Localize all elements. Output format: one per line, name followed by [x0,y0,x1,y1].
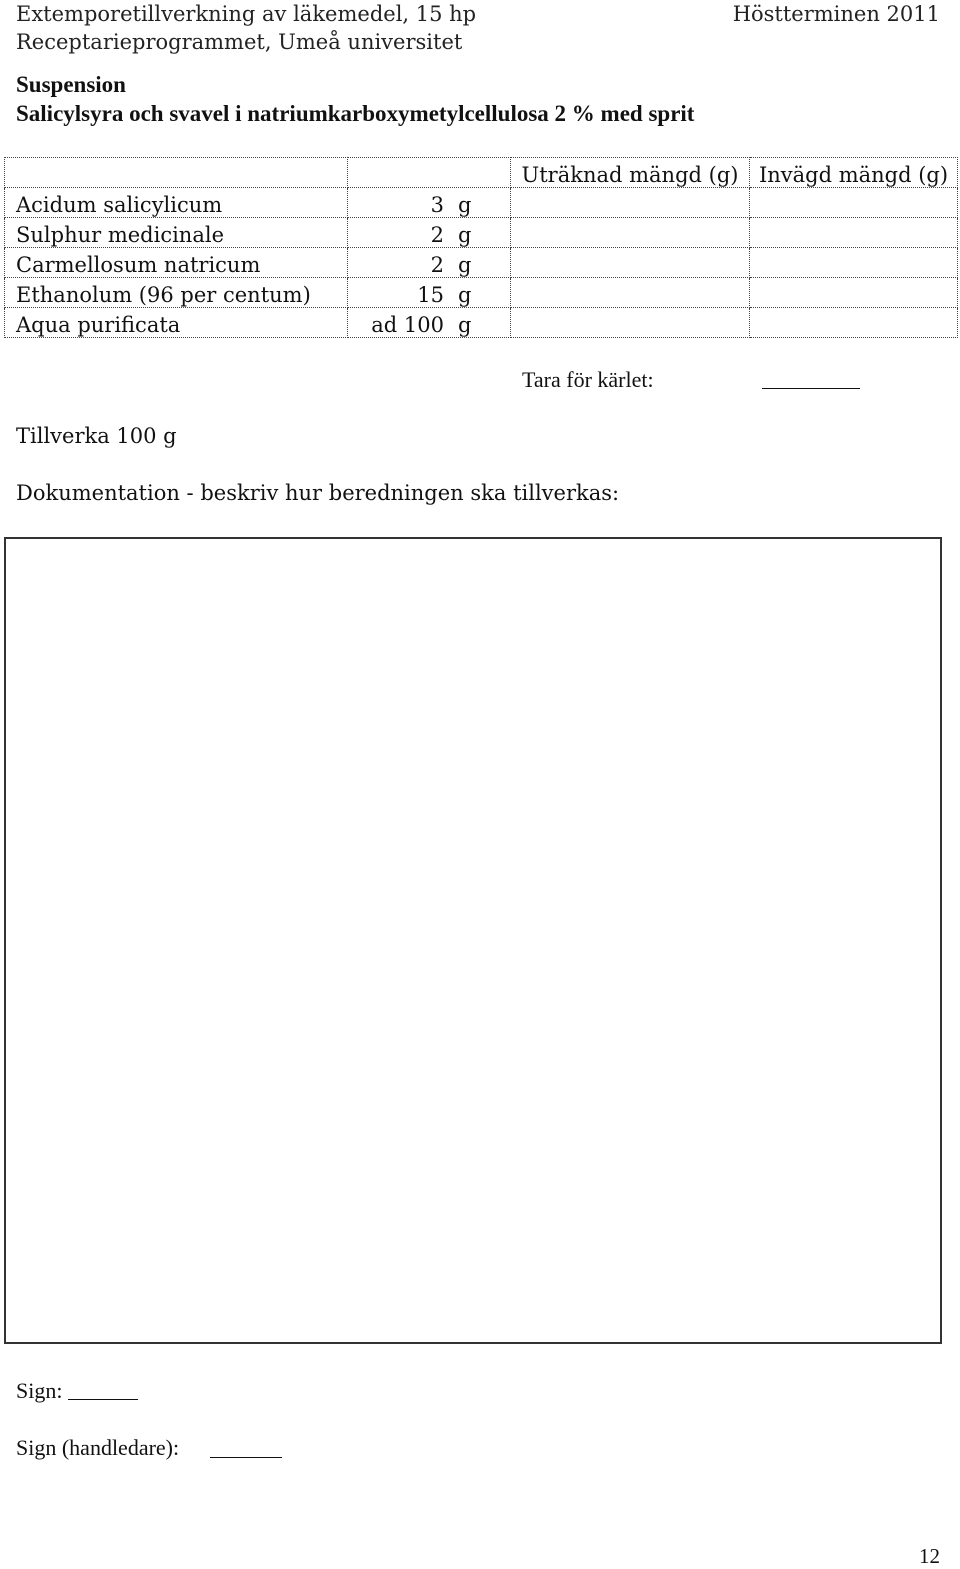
ingredient-amount: 2 [430,223,444,247]
ingredient-amount: 3 [430,193,444,217]
ingredient-amount: ad 100 [371,313,444,337]
ingredient-name: Sulphur medicinale [5,218,348,248]
weighed-amount-cell[interactable] [750,218,958,248]
header-name-cell [5,158,348,188]
ingredients-table [4,157,958,338]
calculated-amount-header: Uträknad mängd (g) [511,158,750,188]
weighed-amount-cell[interactable] [750,248,958,278]
preparation-title: Salicylsyra och svavel i natriumkarboxymetylcellulosa 2 % med sprit [16,101,695,126]
weighed-amount-cell[interactable] [750,308,958,338]
table-row [5,188,958,218]
ingredient-name: Acidum salicylicum [5,188,348,218]
ingredient-unit: g [458,223,472,247]
table-row [5,218,958,248]
weighed-amount-header: Invägd mängd (g) [750,158,958,188]
ingredient-name: Carmellosum natricum [5,248,348,278]
calculated-amount-cell[interactable] [511,278,750,308]
supervisor-sign-label: Sign (handledare): [16,1435,180,1460]
weighed-amount-cell[interactable] [750,188,958,218]
ingredient-quantity [348,248,511,278]
ingredient-quantity [348,308,511,338]
table-row [5,278,958,308]
program-name: Receptarieprogrammet, Umeå universitet [16,30,463,54]
tara-input-line[interactable] [762,388,860,389]
ingredient-quantity [348,218,511,248]
calculated-amount-cell[interactable] [511,248,750,278]
ingredient-unit: g [458,313,472,337]
table-row [5,308,958,338]
ingredient-amount: 15 [417,283,444,307]
table-row [5,248,958,278]
ingredient-quantity [348,278,511,308]
course-title: Extemporetillverkning av läkemedel, 15 hp [16,2,477,26]
term-label: Höstterminen 2011 [732,2,940,26]
table-header-row [5,158,958,188]
documentation-box[interactable] [4,537,942,1344]
sign-label: Sign: [16,1378,63,1403]
preparation-type: Suspension [16,72,126,97]
ingredient-unit: g [458,193,472,217]
supervisor-sign-input-line[interactable] [210,1457,282,1458]
ingredient-name: Aqua purificata [5,308,348,338]
ingredient-name: Ethanolum (96 per centum) [5,278,348,308]
ingredient-unit: g [458,253,472,277]
calculated-amount-cell[interactable] [511,308,750,338]
produce-amount-label: Tillverka 100 g [16,424,177,448]
tara-label: Tara för kärlet: [522,367,654,392]
documentation-label: Dokumentation - beskriv hur beredningen ska tillverkas: [16,481,620,505]
sign-input-line[interactable] [68,1399,138,1400]
calculated-amount-cell[interactable] [511,188,750,218]
calculated-amount-cell[interactable] [511,218,750,248]
page-number: 12 [919,1544,940,1568]
ingredient-unit: g [458,283,472,307]
ingredient-quantity [348,188,511,218]
weighed-amount-cell[interactable] [750,278,958,308]
ingredient-amount: 2 [430,253,444,277]
header-qty-cell [348,158,511,188]
